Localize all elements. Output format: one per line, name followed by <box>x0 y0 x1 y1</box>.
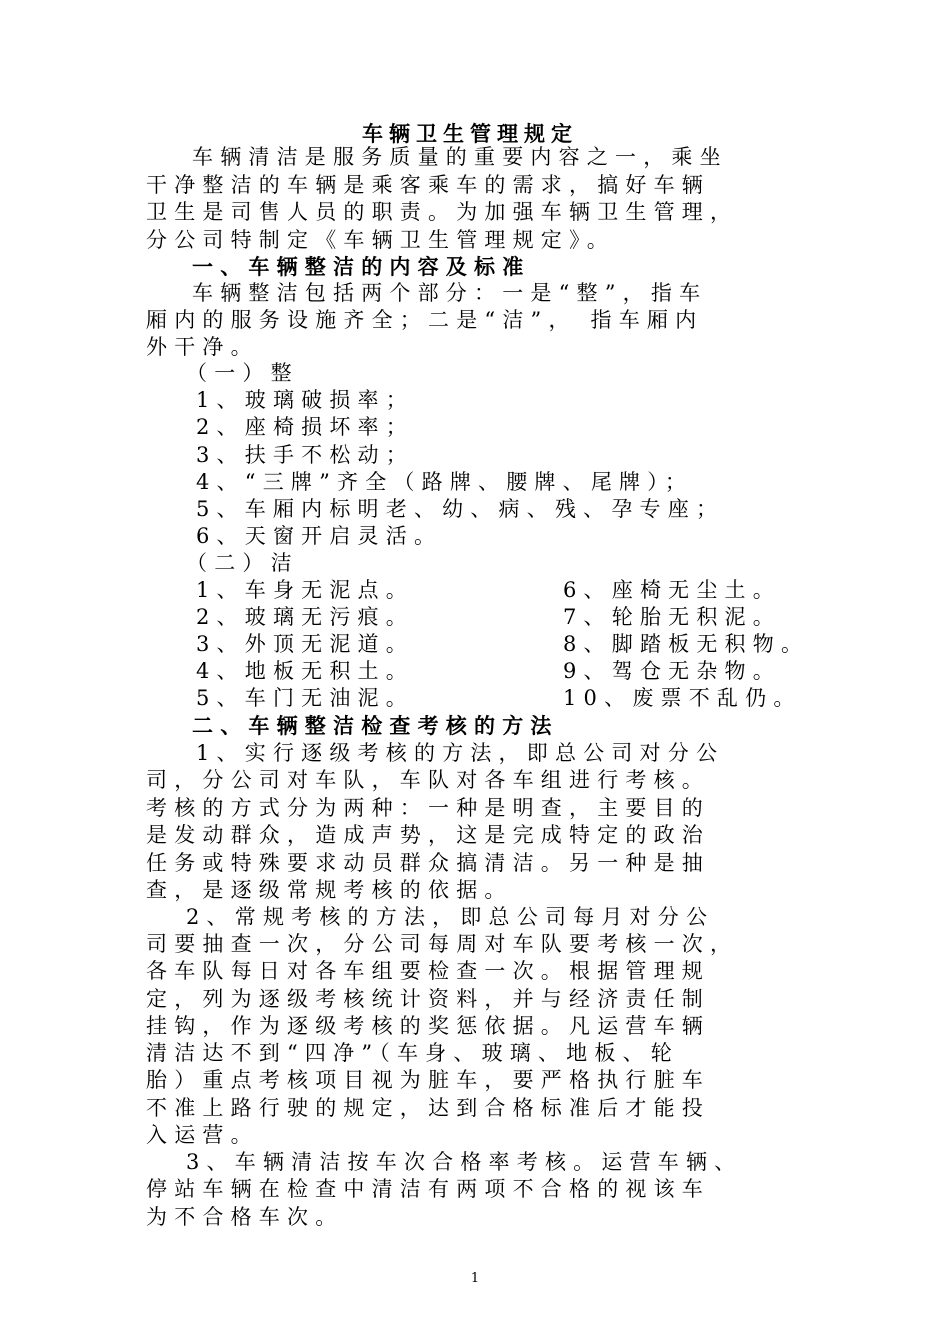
paragraph-line: 3、车辆清洁按车次合格率考核。运营车辆、 <box>186 1150 743 1174</box>
list-item: 4、地板无积土。 <box>196 659 414 683</box>
paragraph-line: 车辆整洁包括两个部分：一是“整”，指车 <box>192 281 708 305</box>
paragraph-line: 挂钩，作为逐级考核的奖惩依据。凡运营车辆 <box>146 1014 710 1038</box>
list-item: 1、玻璃破损率； <box>196 388 414 412</box>
paragraph-line: 厢内的服务设施齐全；二是“洁”， 指车厢内 <box>146 308 704 332</box>
paragraph-line: 任务或特殊要求动员群众搞清洁。另一种是抽 <box>146 851 710 875</box>
list-item: 1、车身无泥点。 <box>196 578 414 602</box>
list-item: 4、“三牌”齐全（路牌、腰牌、尾牌）； <box>196 470 694 494</box>
list-item: 3、外顶无泥道。 <box>196 632 414 656</box>
paragraph-line: 入运营。 <box>146 1123 259 1147</box>
paragraph-line: 停站车辆在检查中清洁有两项不合格的视该车 <box>146 1177 710 1201</box>
paragraph-line: 不准上路行驶的规定，达到合格标准后才能投 <box>146 1096 710 1120</box>
list-item: 5、车门无油泥。 <box>196 686 414 710</box>
document-title: 车辆卫生管理规定 <box>362 121 578 146</box>
list-item: 8、脚踏板无积物。 <box>563 632 810 656</box>
paragraph-line: 清洁达不到“四净”（车身、玻璃、地板、轮 <box>146 1041 679 1065</box>
section-heading: 一、车辆整洁的内容及标准 <box>192 254 531 279</box>
paragraph-line: 1、实行逐级考核的方法，即总公司对分公 <box>196 741 725 765</box>
intro-line: 车辆清洁是服务质量的重要内容之一，乘坐 <box>192 145 728 169</box>
section-heading: 二、车辆整洁检查考核的方法 <box>192 713 559 738</box>
list-item: 6、天窗开启灵活。 <box>196 524 443 548</box>
list-item: 7、轮胎无积泥。 <box>563 605 781 629</box>
list-item: 10、废票不乱仍。 <box>563 686 802 710</box>
intro-line: 分公司特制定《车辆卫生管理规定》。 <box>146 228 615 252</box>
intro-line: 干净整洁的车辆是乘客乘车的需求，搞好车辆 <box>146 173 710 197</box>
list-item: 5、车厢内标明老、幼、病、残、孕专座； <box>196 497 725 521</box>
paragraph-line: 定，列为逐级考核统计资料，并与经济责任制 <box>146 987 710 1011</box>
subsection-heading: （一）整 <box>186 361 299 385</box>
list-item: 3、扶手不松动； <box>196 443 414 467</box>
paragraph-line: 外干净。 <box>146 335 259 359</box>
list-item: 6、座椅无尘土。 <box>563 578 781 602</box>
list-item: 2、座椅损坏率； <box>196 415 414 439</box>
paragraph-line: 为不合格车次。 <box>146 1205 344 1229</box>
paragraph-line: 各车队每日对各车组要检查一次。根据管理规 <box>146 959 710 983</box>
paragraph-line: 2、常规考核的方法，即总公司每月对分公 <box>186 905 715 929</box>
list-item: 9、驾仓无杂物。 <box>563 659 781 683</box>
paragraph-line: 司要抽查一次，分公司每周对车队要考核一次， <box>146 932 739 956</box>
page-number: 1 <box>470 1271 480 1286</box>
intro-line: 卫生是司售人员的职责。为加强车辆卫生管理， <box>146 200 739 224</box>
paragraph-line: 考核的方式分为两种：一种是明查，主要目的 <box>146 796 710 820</box>
subsection-heading: （二）洁 <box>186 551 299 575</box>
paragraph-line: 查，是逐级常规考核的依据。 <box>146 878 513 902</box>
list-item: 2、玻璃无污痕。 <box>196 605 414 629</box>
paragraph-line: 司，分公司对车队，车队对各车组进行考核。 <box>146 768 710 792</box>
paragraph-line: 胎）重点考核项目视为脏车，要严格执行脏车 <box>146 1068 710 1092</box>
paragraph-line: 是发动群众，造成声势，这是完成特定的政治 <box>146 823 710 847</box>
